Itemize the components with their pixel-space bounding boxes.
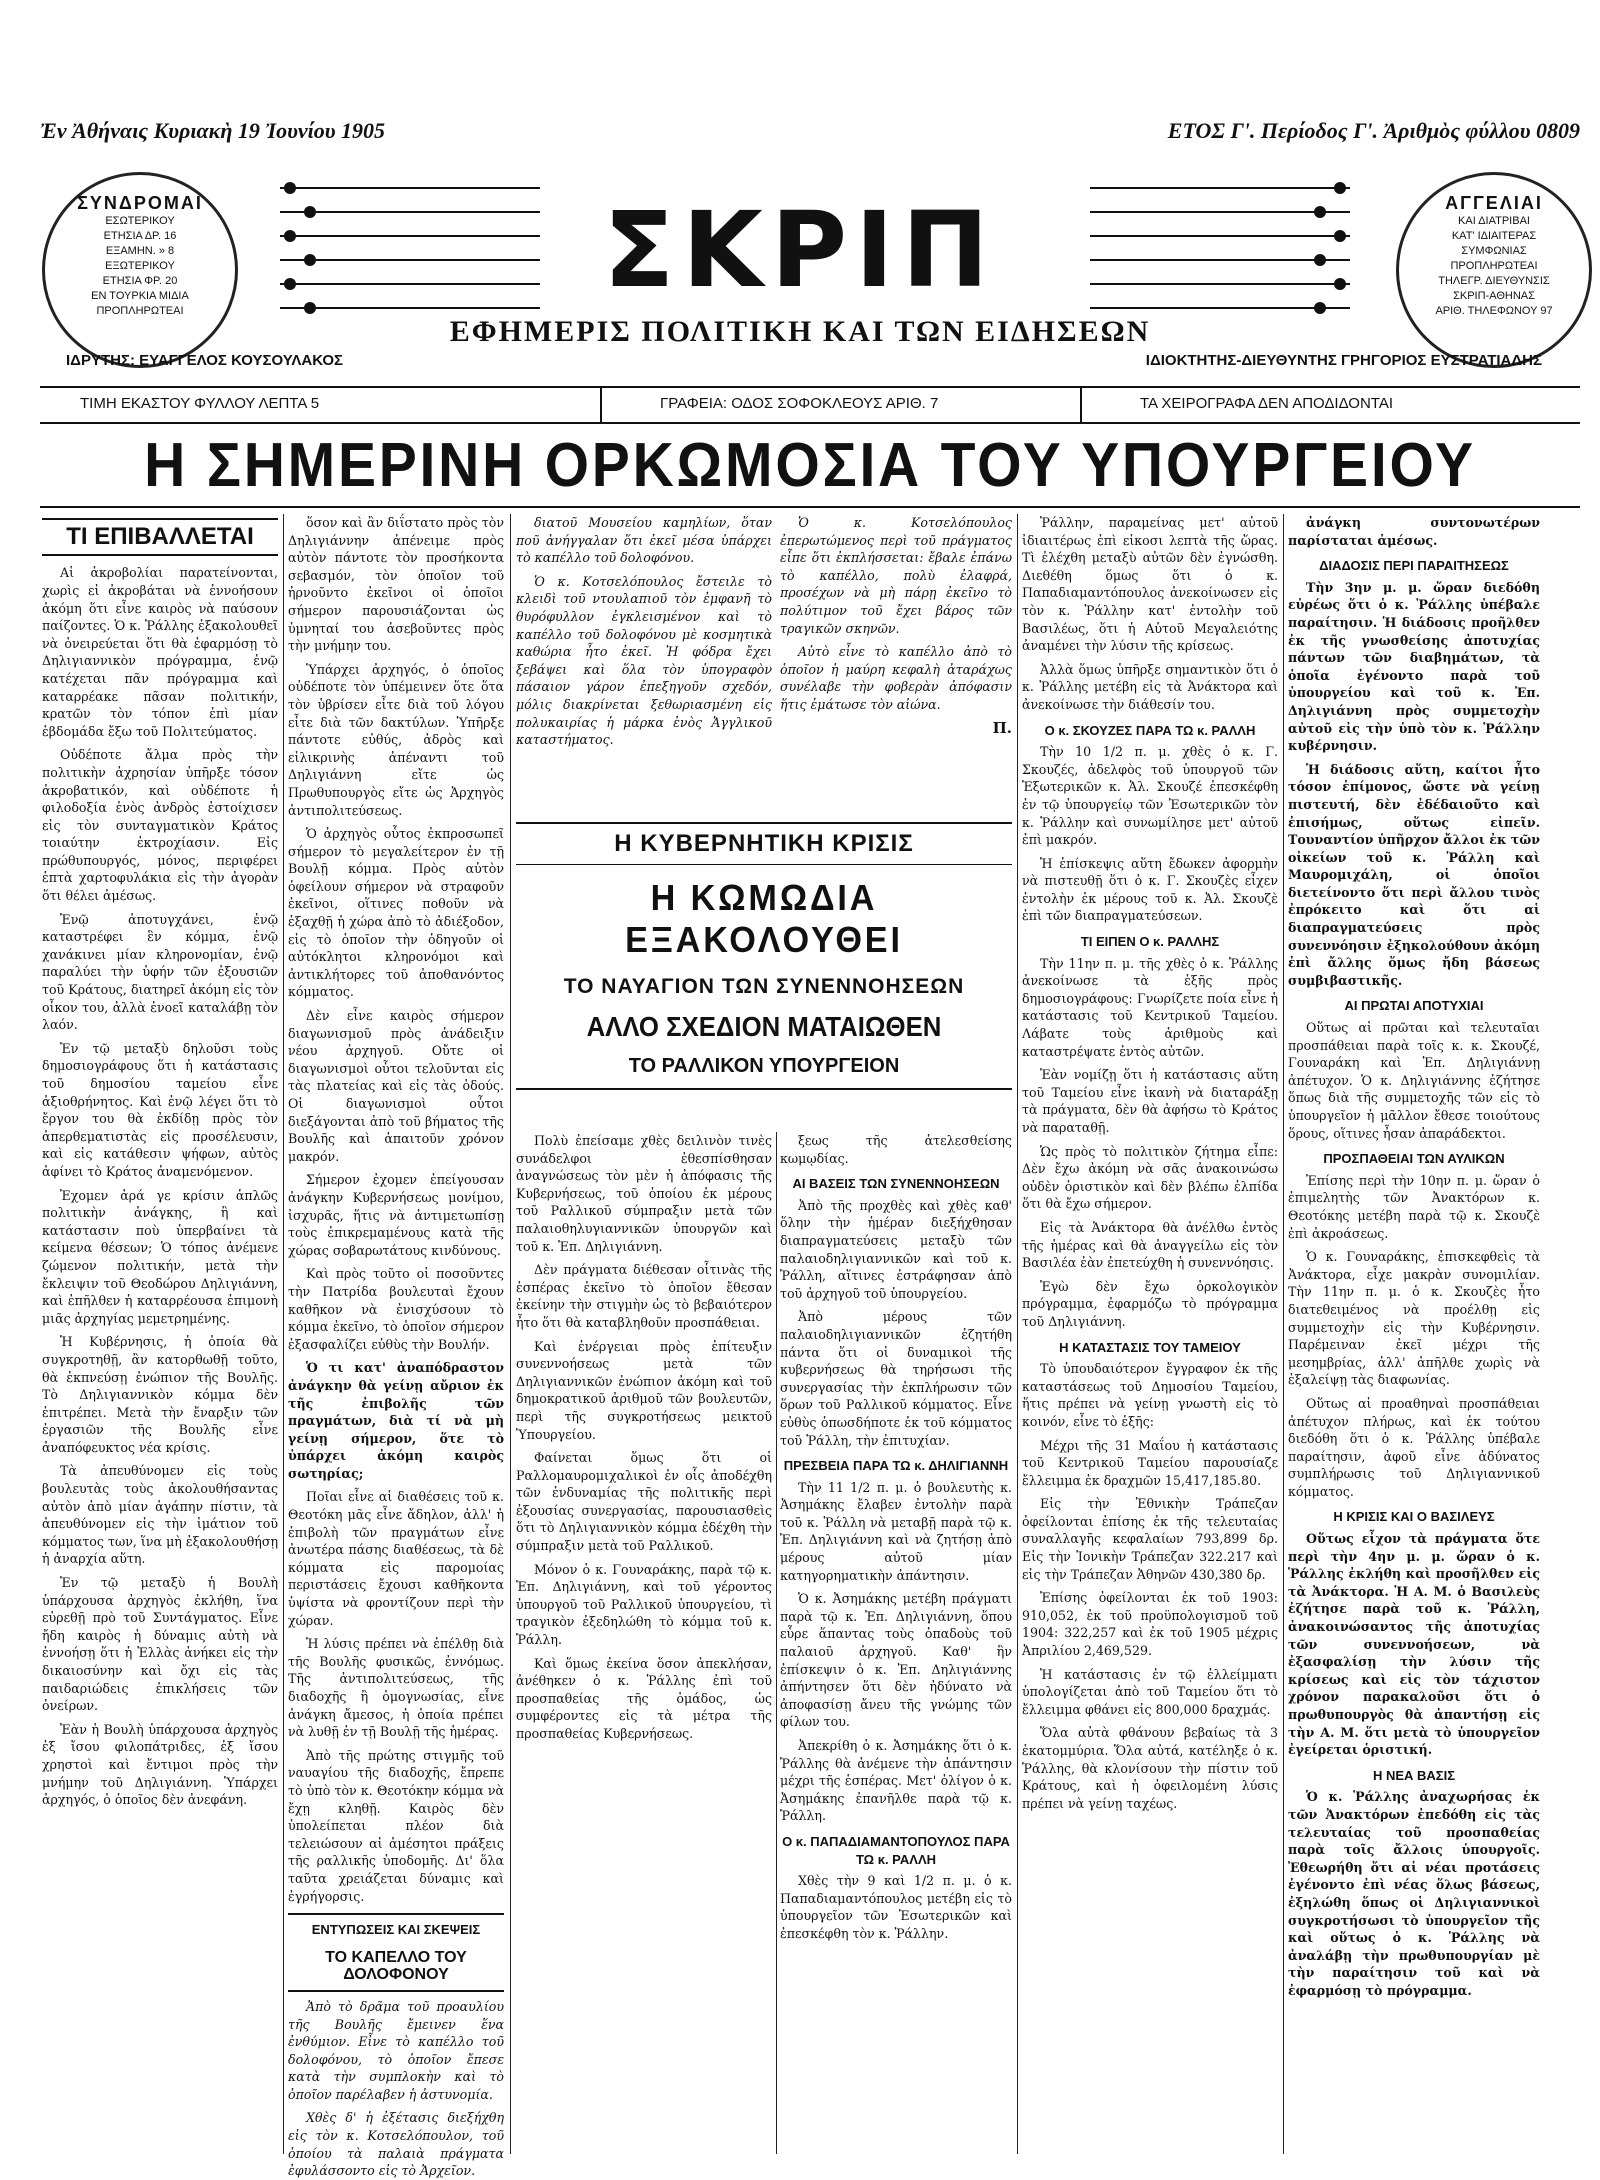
paragraph: Ὁ κ. Κοτσελόπουλος ἔστειλε τὸ κλειδὶ τοῦ ντουλαπιοῦ τὸν ἐμφανῆ τὸ θυρόφυλλον ἐγκλεισμένον καὶ τὸ καπέλλο τοῦ δολοφόνου μὲ κοσμητικὰ καθώρια ἦτο ἐκεῖ. Ἡ φόδρα ἔχει ξεβάψει καὶ ὅλα τὸν ὑπογραφὸν πάσαιον γάρον ἐπεξηγοῦν σχεδόν, μόλις διακρίνεται ξεθωριασμένη εἰς πολυκαιρίας ἡ μάρκα ἑνὸς Ἀγγλικοῦ καταστήματος. bbox=[516, 573, 772, 748]
paragraph: Πολὺ ἐπείσαμε χθὲς δειλινὸν τινὲς συνάδελφοι ἐθεσπίσθησαν ἀναγνώσεως τὸν μὲν ἡ ἀπόφασις τῆς Κυβερνήσεως, τοῦ ὁποίου ἐκ μέρους τοῦ Ραλλικοῦ σύμπραξιν μετὰ τῶν παλαιοθηλυγιαννικῶν ὑπουργῶν καὶ τοῦ κ. Ἐπ. Δηλιγιάννη. bbox=[516, 1133, 772, 1254]
column-1 bbox=[42, 514, 278, 2154]
paragraph: Σήμερον ἐχομεν ἐπείγουσαν ἀνάγκην Κυβερνήσεως μονίμου, ἰσχυρᾶς, ἥτις νὰ ἀντιμετωπίσῃ τοὺς ἐπικρεμαμένους κατὰ τῆς χώρας σοβαρωτάτους κινδύνους. bbox=[288, 1172, 504, 1258]
director-credit: ΙΔΙΟΚΤΗΤΗΣ-ΔΙΕΥΘΥΝΤΗΣ ΓΡΗΓΟΡΙΟΣ ΕΥΣΤΡΑΤΙΑΔΗΣ bbox=[1145, 352, 1542, 369]
section-title: ΔΙΑΔΟΣΙΣ ΠΕΡΙ ΠΑΡΑΙΤΗΣΕΩΣ bbox=[1319, 558, 1509, 574]
paragraph: Ἐπίσης περὶ τὴν 10ην π. μ. ὥραν ὁ ἐπιμελητὴς τῶν Ἀνακτόρων κ. Θεοτόκης μετέβη παρὰ τῷ κ. Σκουζὲ ἐπὶ ἀκροάσεως. bbox=[1288, 1172, 1540, 1241]
column-4-top bbox=[780, 514, 1012, 814]
section-title: Ο κ. ΣΚΟΥΖΕΣ ΠΑΡΑ ΤΩ κ. ΡΑΛΛΗ bbox=[1044, 722, 1256, 738]
section-kicker: ΕΝΤΥΠΩΣΕΙΣ ΚΑΙ ΣΚΕΨΕΙΣ bbox=[288, 1913, 504, 1939]
paragraph: Οὐδέποτε ἄλμα πρὸς τὴν πολιτικὴν ἀχρησίαν ὑπῆρξε τόσον ἀκροβατικόν, καὶ οὐδέποτε ἡ φιλοδοξία ἑνὸς ἀνδρὸς ἐστοίχισεν εἰς τὸν συνταγματικὸν Κράτος τοιαύτην ἐκτροχίασιν. Εἰς πρώθυπουργός, μόνος, περιφέρει ἑπτὰ χαρτοφυλάκια εἰς τὴν ἀγορὰν ὅτι θέλει ἀμέσως. bbox=[42, 747, 278, 904]
paragraph: Ἀπὸ τῆς προχθὲς καὶ χθὲς καθ' ὅλην τὴν ἡμέραν διεξήχθησαν διαπραγματεύσεις μεταξὺ τῶν παλαιοδηλιγιαννικῶν καὶ τοῦ κ. Ῥάλλη, αἵτινες ἐστράφησαν ἀπὸ τοῦ ἀρχηγοῦ τοῦ ὑπουργείου. bbox=[780, 1197, 1012, 1301]
price-info: ΤΙΜΗ ΕΚΑΣΤΟΥ ΦΥΛΛΟΥ ΛΕΠΤΑ 5 bbox=[80, 395, 320, 412]
subscription-line: ΕΞΑΜΗΝ. » 8 bbox=[105, 245, 175, 257]
paragraph: Τὴν 11ην π. μ. τῆς χθὲς ὁ κ. Ῥάλλης ἀνεκοίνωσε τὰ ἑξῆς πρὸς δημοσιογράφους: Γνωρίζετε ποία εἶνε ἡ κατάστασις τοῦ Κεντρικοῦ Ταμείου. Λάβατε τοὺς ἀριθμοὺς καὶ καταστρέψατε ἐντὸς αὐτῶν. bbox=[1022, 955, 1278, 1059]
ads-line: ΠΡΟΠΛΗΡΩΤΕΑΙ bbox=[1450, 260, 1538, 272]
subscriptions-title: ΣΥΝΔΡΟΜΑΙ bbox=[77, 193, 203, 213]
paragraph: Ἀλλὰ ὅμως ὑπῆρξε σημαντικὸν ὅτι ὁ κ. Ῥάλλης μετέβη εἰς τὰ Ἀνάκτορα καὶ ἀνεκοίνωσε τὴν διάθεσίν του. bbox=[1022, 661, 1278, 712]
paragraph: Καὶ ἐνέργειαι πρὸς ἐπίτευξιν συνεννοήσεως μετὰ τῶν Δηλιγιαννικῶν ἐνώπιον ἀκόμη καὶ τοῦ δημοκρατικοῦ ἀριθμοῦ τῶν βουλευτῶν, περὶ τῆς συγκροτήσεως μεικτοῦ Ὑπουργείου. bbox=[516, 1338, 772, 1442]
section-title: Η ΝΕΑ ΒΑΣΙΣ bbox=[1372, 1767, 1456, 1783]
paragraph: Ἀπὸ τῆς πρώτης στιγμῆς τοῦ ναυαγίου τῆς διαδοχῆς, ἔπρεπε τὸ ὑπὸ τὸν κ. Θεοτόκην κόμμα νὰ ἔχῃ κληθῇ. Καιρὸς δὲν ὑπολείπεται πλέον διὰ τελειώσουν αἱ ἀμέσητοι πράξεις τῆς ραλλικῆς ὑποδομῆς. Δι' ὅλα ταῦτα χρειάζεται δύναμις καὶ ἐγρήγορσις. bbox=[288, 1747, 504, 1904]
section-title: ΑΙ ΒΑΣΕΙΣ ΤΩΝ ΣΥΝΕΝΝΟΗΣΕΩΝ bbox=[792, 1176, 1000, 1192]
paragraph: Τὸ ὑπουδαιότερον ἔγγραφον ἐκ τῆς καταστάσεως τοῦ Δημοσίου Ταμείου, ἥτις πρέπει νὰ γείνῃ γνωστὴ εἰς τὸ κοινόν, εἶνε τὸ ἑξῆς: bbox=[1022, 1361, 1278, 1429]
paragraph: Ῥάλλην, παραμείνας μετ' αὐτοῦ ἰδιαιτέρως ἐπὶ εἰκοσι λεπτὰ τῆς ὥρας. Τὶ ἐλέχθη μεταξὺ αὐτῶν δὲν ἐγνώσθη. Διεθέθη ὅμως ὅτι ὁ κ. Παπαδιαμαντόπουλος ἀνεκοίνωσεν εἰς τὸν κ. Ῥάλλην κατ' ἐντολὴν τοῦ Βασιλέως, ὅτι ἡ Αὐτοῦ Μεγαλειότης ἀναμένει τὴν λύσιν τῆς κρίσεως. bbox=[1022, 515, 1278, 654]
column-6 bbox=[1288, 514, 1540, 2154]
paragraph: Ἐν τῷ μεταξὺ ἡ Βουλὴ ὑπάρχουσα ἀρχηγὸς ἐκλήθη, ἵνα εὐρεθῇ πρὸ τοῦ Συντάγματος. Εἶνε ἤδη καιρὸς ἡ δύναμις αὐτὴ νὰ ἐννοήσῃ ὅτι ἡ Ἑλλὰς ἀνήκει εἰς τὴν δικαιοσύνην καὶ ὄχι εἰς τὰς παιδαριώδεις ἐπικλήσεις τῶν ὀνείρων. bbox=[42, 1575, 278, 1714]
paragraph: Φαίνεται ὅμως ὅτι οἱ Ραλλομαυρομιχαλικοὶ ἐν οἷς ἀποδέχθη τῶν ἐνδυναμίας τῆς πολιτικῆς περὶ ἐξουσίας συνεργασίας, παρουσιασθεὶς ὅτι τὸ Δηλιγιαννικὸν κόμμα ἐδέχθη τὴν σύμπραξιν μετὰ τοῦ Ραλλικοῦ. bbox=[516, 1450, 772, 1554]
ads-line: ΑΡΙΘ. ΤΗΛΕΦΩΝΟΥ 97 bbox=[1435, 305, 1553, 317]
column-rule bbox=[1283, 514, 1284, 2154]
main-headline: Η ΣΗΜΕΡΙΝΗ ΟΡΚΩΜΟΣΙΑ ΤΟΥ ΥΠΟΥΡΓΕΙΟΥ bbox=[144, 431, 1476, 500]
column-5 bbox=[1022, 514, 1278, 2154]
ads-line: ΣΥΜΦΩΝΙΑΣ bbox=[1461, 245, 1527, 257]
paragraph: Αὐτὸ εἶνε τὸ καπέλλο ἀπὸ τὸ ὁποῖον ἡ μαύρη κεφαλὴ ἀταράχως συνέλαβε τὴν φοβερὰν ἀπόφασιν ἥτις ἐμάτωσε τὸν αἰώνα. bbox=[780, 644, 1012, 712]
subscription-line: ΕΤΗΣΙΑ ΔΡ. 16 bbox=[103, 230, 177, 242]
manuscripts-info: ΤΑ ΧΕΙΡΟΓΡΑΦΑ ΔΕΝ ΑΠΟΔΙΔΟΝΤΑΙ bbox=[1140, 395, 1394, 412]
center-deck-2: ΑΛΛΟ ΣΧΕΔΙΟΝ ΜΑΤΑΙΩΘΕΝ bbox=[586, 1011, 942, 1042]
center-deck-3: ΤΟ ΡΑΛΛΙΚΟΝ ΥΠΟΥΡΓΕΙΟΝ bbox=[516, 1055, 1012, 1090]
section-title: ΤΙ ΕΙΠΕΝ Ο κ. ΡΑΛΛΗΣ bbox=[1080, 934, 1220, 950]
paragraph: Ἀπεκρίθη ὁ κ. Ἀσημάκης ὅτι ὁ κ. Ῥάλλης θὰ ἀνέμενε τὴν ἀπάντησιν μέχρι τῆς ἑσπέρας. Μετ' ὀλίγον ὁ κ. Ἀσημάκης ἐπανῆλθε παρὰ τῷ κ. Ῥάλλη. bbox=[780, 1738, 1012, 1824]
info-divider bbox=[1080, 388, 1082, 422]
paragraph: Ἐγὼ δὲν ἔχω ὁρκολογικὸν πρόγραμμα, ἐφαρμόζω τὸ πρόγραμμα τοῦ Δηλιγιάννη. bbox=[1022, 1278, 1278, 1329]
section-title: ΠΡΕΣΒΕΙΑ ΠΑΡΑ ΤΩ κ. ΔΗΛΙΓΙΑΝΝΗ bbox=[783, 1458, 1009, 1474]
column-rule bbox=[1017, 514, 1018, 2154]
ads-title: ΑΓΓΕΛΙΑΙ bbox=[1445, 193, 1543, 213]
paragraph: Ἡ διάδοσις αὕτη, καίτοι ἦτο τόσον ἐπίμονος, ὥστε νὰ γείνῃ πιστευτή, δὲν ἐδέδαιοῦτο καὶ ἐπισήμως, οὕτως εἰπεῖν. Τουναντίον ὑπῆρχον ἄλλοι ἐκ τῶν οἰκείων τοῦ κ. Ῥάλλη καὶ Μαυρομιχάλη, οἱ ὁποῖοι διετείνοντο ὅτι περὶ ἄλλου τινὸς ἐπρόκειτο καὶ ὅτι αἱ διαπραγματεύσεις πρὸς συνεννόησιν ἐξηκολούθουν ἀκόμη ἐπὶ ἄλλης ὅμως ἤδη βάσεως συμβιβαστικῆς. bbox=[1288, 761, 1540, 988]
info-bar bbox=[40, 386, 1580, 424]
column-rule bbox=[776, 1132, 777, 2154]
paragraph: Ὑπάρχει ἀρχηγός, ὁ ὁποῖος οὐδέποτε τὸν ὑπέμεινεν ὅτε ὅτα τὸν ὑβρίσεν εἶτε διὰ τοῦ λόγου εἶτε διὰ τῶν δακτύλων. Ὑπῆρξε πάντοτε εὐθύς, ἀδρὸς καὶ εἰλικρινὴς ἀπέναντι τοῦ Δηλιγιάννη εἴτε ὡς Πρωθυπουργὸς εἴτε ὡς Ἀρχηγὸς ἀντιπολιτεύσεως. bbox=[288, 661, 504, 818]
issue-date: Ἐν Ἀθήναις Κυριακὴ 19 Ἰουνίου 1905 bbox=[40, 118, 386, 143]
center-kicker: Η ΚΥΒΕΡΝΗΤΙΚΗ ΚΡΙΣΙΣ bbox=[516, 822, 1012, 865]
center-title: Η ΚΩΜΩΔΙΑ ΕΞΑΚΟΛΟΥΘΕΙ bbox=[625, 877, 903, 960]
paragraph: Καὶ πρὸς τοῦτο οἱ ποσοῦντες τὴν Πατρίδα βουλευταὶ ἔχουν καθῆκον νὰ ἐνισχύσουν τὸ κόμμα ἐκεῖνο, τὸ ὁποῖον σήμερον ἐξασφαλίζει εὐθὺς τὴν Βουλήν. bbox=[288, 1266, 504, 1352]
subscription-line: ΠΡΟΠΛΗΡΩΤΕΑΙ bbox=[96, 305, 184, 317]
column-3-top bbox=[516, 514, 772, 814]
paragraph: Ἐπίσης ὀφείλονται ἐκ τοῦ 1903: 910,052, ἐκ τοῦ προϋπολογισμοῦ τοῦ 1904: 322,257 καὶ ἐκ τοῦ 1905 μέχρις Ἀπριλίου 2,469,529. bbox=[1022, 1590, 1278, 1659]
subscription-line: ΕΣΩΤΕΡΙΚΟΥ bbox=[105, 215, 175, 227]
paragraph: Τὴν 10 1/2 π. μ. χθὲς ὁ κ. Γ. Σκουζές, ἀδελφὸς τοῦ ὑπουργοῦ τῶν Ἐξωτερικῶν κ. Ἀλ. Σκουζέ ἐπεσκέφθη ἐν τῷ ὑπουργείῳ τῶν Ἐσωτερικῶν τὸν κ. Ῥάλλην καὶ συνωμίλησε μετ' αὐτοῦ ἐπὶ μακρόν. bbox=[1022, 744, 1278, 848]
article-title: ΤΙ ΕΠΙΒΑΛΛΕΤΑΙ bbox=[42, 518, 278, 556]
paragraph: Οὕτως αἱ προαθηναὶ προσπάθειαι ἀπέτυχον πλήρως, καὶ ἐκ τούτου διεδόθη ὅτι ὁ κ. Ῥάλλης ὑπέβαλε παραίτησιν, ἀφοῦ εἶνε ἀδύνατος συμπλήρωσις τοῦ Δηλιγιαννικοῦ κόμματος. bbox=[1288, 1395, 1540, 1499]
paragraph: Τὴν 11 1/2 π. μ. ὁ βουλευτὴς κ. Ἀσημάκης ἔλαβεν ἐντολὴν παρὰ τοῦ κ. Ῥάλλη νὰ μεταβῇ παρὰ τῷ κ. Ἐπ. Δηλιγιάννη καὶ νὰ ζητήσῃ ἀπὸ μέρους αὐτοῦ μίαν κατηγορηματικὴν ἀπάντησιν. bbox=[780, 1479, 1012, 1583]
column-2 bbox=[288, 514, 504, 2179]
newspaper-subtitle: ΕΦΗΜΕΡΙΣ ΠΟΛΙΤΙΚΗ ΚΑΙ ΤΩΝ ΕΙΔΗΣΕΩΝ bbox=[449, 315, 1151, 348]
office-info: ΓΡΑΦΕΙΑ: ΟΔΟΣ ΣΟΦΟΚΛΕΟΥΣ ΑΡΙΘ. 7 bbox=[660, 395, 939, 412]
paragraph: Ἡ λύσις πρέπει νὰ ἐπέλθῃ διὰ τῆς Βουλῆς φυσικῶς, ἐννόμως. Τῆς ἀντιπολιτεύσεως, τῆς διαδοχῆς ἢ ὁμογνωσίας, εἶνε ἀνάγκη ἄμεσος, ἡ ὁποία πρέπει νὰ λυθῇ ἐν τῇ Βουλῇ τῆς ἡμέρας. bbox=[288, 1636, 504, 1740]
paragraph: διατοῦ Μουσείου καμηλίων, ὅταν ποῦ ἀνήγγαλαν ὅτι ἐκεῖ μέσα ὑπάρχει τὸ καπέλλο τοῦ δολοφόνου. bbox=[516, 515, 772, 566]
paragraph: Καὶ ὅμως ἐκείνα ὅσον ἀπεκλήσαν, ἀνέθηκεν ὁ κ. Ῥάλλης ἐπὶ τοῦ προσπαθείας τῆς ὁμάδος, ὡς συμφέροντες εἰς τὰ μέτρα τῆς προσπαθείας Κυβερνήσεως. bbox=[516, 1655, 772, 1741]
section-title: Η ΚΡΙΣΙΣ ΚΑΙ Ο ΒΑΣΙΛΕΥΣ bbox=[1333, 1509, 1495, 1525]
paragraph: Ἡ κατάστασις ἐν τῷ ἐλλείμματι ὑπολογίζεται ἀπὸ τοῦ Ταμείου ὅτι τὸ ἔλλειμμα φθάνει εἰς 800,000 δραχμάς. bbox=[1022, 1666, 1278, 1717]
ads-line: ΚΑΤ' ΙΔΙΑΙΤΕΡΑΣ bbox=[1451, 230, 1537, 242]
issue-number: ΕΤΟΣ Γ'. Περίοδος Γ'. Ἀριθμὸς φύλλου 0809 bbox=[1167, 118, 1580, 143]
ads-line: ΣΚΡΙΠ-ΑΘΗΝΑΣ bbox=[1453, 290, 1535, 302]
paragraph: Χθὲς δ' ἡ ἐξέτασις διεξήχθη εἰς τὸν κ. Κοτσελόπουλον, τοῦ ὁποίου τὰ παλαιὰ πράγματα ἐφυλάσσοντο εἰς τὸ Ἀρχεῖον. bbox=[288, 2110, 504, 2179]
newspaper-logo: ΣΚΡΙΠ bbox=[603, 189, 997, 311]
section-title: Η ΚΑΤΑΣΤΑΣΙΣ ΤΟΥ ΤΑΜΕΙΟΥ bbox=[1059, 1339, 1241, 1355]
paragraph: Εἰς τὴν Ἐθνικὴν Τράπεζαν ὀφείλονται ἐπίσης ἐκ τῆς τελευταίας συναλλαγῆς κεφαλαίων 793,899 δρ. Εἰς τὴν Ἰονικὴν Τράπεζαν 322.217 καὶ εἰς τὴν Τράπεζαν Ἀθηνῶν 430,380 δρ. bbox=[1022, 1496, 1278, 1582]
section-title: ΠΡΟΣΠΑΘΕΙΑΙ ΤΩΝ ΑΥΛΙΚΩΝ bbox=[1323, 1151, 1505, 1167]
paragraph: Χθὲς τὴν 9 καὶ 1/2 π. μ. ὁ κ. Παπαδιαμαντόπουλος μετέβη εἰς τὸ ὑπουργεῖον τῶν Ἐσωτερικῶν καὶ ἐπεσκέφθη τὸν κ. Ῥάλλην. bbox=[780, 1873, 1012, 1941]
info-divider bbox=[600, 388, 602, 422]
paragraph: Οὕτως αἱ πρῶται καὶ τελευταῖαι προσπάθειαι παρὰ τοῖς κ. κ. Σκουζέ, Γουναράκη καὶ Ἐπ. Δηλιγιάννῃ ἀπέτυχον. Ὁ κ. Δηλιγιάννης ἐζήτησε ὅπως διὰ τῆς συμμετοχῆς τῶν εἰς τὸ ὑπουργεῖον ἡ μᾶλλον ἔθεσε τοιούτους ὅρους, οἵτινες ἦσαν ἀπαράδεκτοι. bbox=[1288, 1020, 1540, 1141]
column-3-bottom bbox=[516, 1132, 772, 2154]
paragraph: ὅσον καὶ ἂν διΐστατο πρὸς τὸν Δηλιγιάννην ἀπένειμε πρὸς αὐτὸν πάντοτε τὸν προσήκοντα σεβασμόν, τὸν ὁποῖον τοῦ ἠρνοῦντο ἐκεῖνοι οἱ ὁποῖοι σήμερον παρουσιάζονται ὡς ὑμνηταί του ἀσεβοῦντες πρὸς τὴν μνήμην του. bbox=[288, 515, 504, 654]
paragraph: Τὰ ἀπευθύνομεν εἰς τοὺς βουλευτὰς τοὺς ἀκολουθήσαντας αὐτὸν ἀπὸ μίαν ἀγάπην πίστιν, τὰ ἀπευθύνομεν εἰς τὴν ἱμάτιον τοῦ κόμματος των, ἵνα μὴ ἐξακολουθήσῃ ἡ ἀναρχία αὕτη. bbox=[42, 1463, 278, 1567]
subscription-line: ΕΞΩΤΕΡΙΚΟΥ bbox=[105, 260, 175, 272]
paragraph: Οὕτως εἶχον τὰ πράγματα ὅτε περὶ τὴν 4ην μ. μ. ὥραν ὁ κ. Ῥάλλης ἐκλήθη καὶ προσῆλθεν εἰς τὰ Ἀνάκτορα. Ἡ Α. Μ. ὁ Βασιλεὺς ἐζήτησε παρὰ τοῦ κ. Ῥάλλη, ἀνακοινώσαντος τῆς ἀποτυχίας τῶν συνεννοήσεων, νὰ ἐξασφαλίσῃ τὴν λύσιν τῆς κρίσεως καὶ εἰς τὸν τάχιστον χρόνον παρακαλοῦσι ὅτι ὁ πρωθυπουργὸς θὰ ἀπαντήσῃ εἰς τὴν Α. Μ. ὅτι μετὰ τὸ ὑπουργεῖον ἐγείρεται ὁριστική. bbox=[1288, 1531, 1540, 1758]
ads-line: ΤΗΛΕΓΡ. ΔΙΕΥΘΥΝΣΙΣ bbox=[1438, 275, 1550, 287]
paragraph: Ἐὰν νομίζῃ ὅτι ἡ κατάστασις αὕτη τοῦ Ταμείου εἶνε ἱκανὴ νὰ διαταράξῃ τὰ πράγματα, δὲν θὰ ἀφήσω τὸ Κράτος νὰ παραταθῇ. bbox=[1022, 1067, 1278, 1135]
paragraph: Ὁ τι κατ' ἀναπόδραστον ἀνάγκην θὰ γείνῃ αὔριον ἐκ τῆς ἐπιβολῆς τῶν πραγμάτων, διὰ τί νὰ μὴ γείνῃ σήμερον, ὅτε τὸ ὑπάρχει ἀκόμη καιρὸς σωτηρίας; bbox=[288, 1360, 504, 1481]
paragraph: Τὴν 3ην μ. μ. ὥραν διεδόθη εὐρέως ὅτι ὁ κ. Ῥάλλης ὑπέβαλε παραίτησιν. Ἡ διάδοσις προῆλθεν ἐκ τῆς γνωσθείσης ἀποτυχίας πάντων τῶν διαβημάτων, τὰ ὁποῖα ἐγένοντο παρὰ τοῦ ὑπουργείου καὶ τοῦ κ. Ἐπ. Δηλιγιάννη πρὸς συμμετοχὴν αὐτοῦ εἰς τὴν ὑπὸ τὸν κ. Ῥάλλην κυβέρνησιν. bbox=[1288, 579, 1540, 754]
paragraph: Ἐν τῷ μεταξὺ δηλοῦσι τοὺς δημοσιογράφους ὅτι ἡ κατάστασις τοῦ δημοσίου ταμείου εἶνε ἀξιοθρήνητος. Καὶ ἐνῷ λέγει ὅτι τὸ ἔργον του θὰ ἐκδίδῃ πρὸς τὸν ἀπερθεματιστὰς εἰς προσέλευσιν, καὶ εἰς κατάθεσιν ψήφων, αὐτὸς ἀφίνει τὸ Κράτος ἀναμενόμενον. bbox=[42, 1040, 278, 1179]
headline-rule bbox=[40, 506, 1580, 508]
paragraph: Ἐὰν ἡ Βουλὴ ὑπάρχουσα ἀρχηγὸς ἐξ ἴσου φιλοπάτριδες, ἐξ ἴσου χρηστοὶ καὶ ἔντιμοι πρὸς τὴν μνήμην τοῦ Δηλιγιάννη. Ὑπάρχει ἀρχηγός, ὁ ὁποῖος δὲν ἀνεφάνη. bbox=[42, 1721, 278, 1808]
section-title: ΑΙ ΠΡΩΤΑΙ ΑΠΟΤΥΧΙΑΙ bbox=[1344, 998, 1484, 1014]
paragraph: Ἐχομεν ἀρά γε κρίσιν ἁπλῶς πολιτικὴν ἀνάγκης, ἢ καὶ κατάστασιν ποὺ ὑπερβαίνει τὰ κείμενα θέσεων; Ὁ τόπος ἀνέμενε ζώμενον πολιτικήν, μετὰ τὴν ἔκλειψιν τοῦ Θεοδώρου Δηλιγιάννη, καὶ ἐπῆλθεν ἡ καταρρέουσα ἐπιμονὴ μιᾶς ἀρχηγίας μεμετρημένης. bbox=[42, 1187, 278, 1326]
article-title: ΤΟ ΚΑΠΕΛΛΟ ΤΟΥ ΔΟΛΟΦΟΝΟΥ bbox=[288, 1949, 504, 1992]
paragraph: Αἱ ἀκροβολίαι παρατείνονται, χωρὶς εἰ ἀκροβάται νὰ ἐννοήσουν ἀκόμη ὅτι εἶνε καιρὸς νὰ παύσουν παίζοντες. Ὁ κ. Ῥάλλης ἐξακολουθεῖ νὰ ὀνειρεύεται ὅτι θὰ ἐφαρμόσῃ τὸ Δηλιγιαννικὸν πρόγραμμα, ἐνῷ κατέχεται πᾶν πρόγραμμα καὶ καταρρέακε πᾶσαν πολιτικήν, κρατῶν τὸν τόπον ἐπὶ μίαν ἑβδομάδα ἔξω τοῦ Πολιτεύματος. bbox=[42, 565, 278, 739]
paragraph: Μόνον ὁ κ. Γουναράκης, παρὰ τῷ κ. Ἐπ. Δηλιγιάννη, καὶ τοῦ γέροντος ὑπουργοῦ τοῦ Ραλλικοῦ ὑπουργείου, τὶ τραγικὸν ἐξεδηλώθη τὸ κόμμα τοῦ κ. Ῥάλλη. bbox=[516, 1561, 772, 1648]
column-rule bbox=[510, 514, 511, 2154]
paragraph: Ἐνῷ ἀποτυγχάνει, ἐνῷ καταστρέφει ἓν κόμμα, ἐνῷ χανάκινει μίαν κληρονομίαν, ἐνῷ παραλύει τὴν ὑφήν τῶν ἐξουσιῶν τοῦ Κράτους, διατηρεῖ ἀκόμη εἰς τὸν οἶκον του, ἀλλὰ ἐνοεῖ καταλάβῃ τὸν λαόν. bbox=[42, 911, 278, 1033]
ads-line: ΚΑΙ ΔΙΑΤΡΙΒΑΙ bbox=[1458, 215, 1530, 227]
paragraph: Ἡ ἐπίσκεψις αὕτη ἔδωκεν ἀφορμὴν νὰ πιστευθῇ ὅτι ὁ κ. Γ. Σκουζὲς εἶχεν ἐντολὴν ἐκ μέρους τοῦ κ. Ἀλ. Σκουζὲ ἐπὶ τῶν διαπραγματεύσεων. bbox=[1022, 855, 1278, 924]
center-deck-1: ΤΟ ΝΑΥΑΓΙΟΝ ΤΩΝ ΣΥΝΕΝΝΟΗΣΕΩΝ bbox=[563, 975, 965, 998]
paragraph: Ἀπὸ τὸ δρᾶμα τοῦ προαυλίου τῆς Βουλῆς ἔμεινεν ἕνα ἐνθύμιον. Εἶνε τὸ καπέλλο τοῦ δολοφόνου, τὸ ὁποῖον ἔπεσε κατὰ τὴν συμπλοκὴν καὶ τὸ ὁποῖον παρέλαβεν ἡ ἀστυνομία. bbox=[288, 1998, 504, 2102]
dateline bbox=[40, 118, 1580, 158]
article-signature: Π. bbox=[992, 718, 1012, 737]
column-4-bottom bbox=[780, 1132, 1012, 2154]
paragraph: Εἰς τὰ Ἀνάκτορα θὰ ἀνέλθω ἐντὸς τῆς ἡμέρας καὶ θὰ ἀναγγείλω εἰς τὸν Βασιλέα ἐὰν ἐπετεύχθη ἡ συνεννόησις. bbox=[1022, 1219, 1278, 1271]
paragraph: ξεως τῆς ἀτελεσθείσης κωμῳδίας. bbox=[780, 1133, 1012, 1166]
paragraph: Ποῖαι εἶνε αἱ διαθέσεις τοῦ κ. Θεοτόκη μᾶς εἶνε ἄδηλον, ἀλλ' ἡ ἐπιβολὴ τῶν πραγμάτων εἶνε ἀνωτέρα πάσης διαθέσεως, τὰ δὲ κόμματα εἰς παρομοίας περιστάσεις ἔχουσι καθῆκοντα ὑψίστα νὰ φροντίζουν περὶ τὴν χώραν. bbox=[288, 1489, 504, 1628]
paragraph: Ὁ κ. Ῥάλλης ἀναχωρήσας ἐκ τῶν Ἀνακτόρων ἐπεδόθη εἰς τὰς τελευταίας τοῦ προσπαθείας παρὰ τοῖς ἄλλοις ὑπουργοῖς. Ἐθεωρήθη ὅτι αἱ νέαι προτάσεις ἐγένοντο ἐπὶ νέας ὅλως βάσεως, ἐξηλώθη ὅπως οἱ Δηλιγιαννικοὶ συγκροτήσωσι τὸ ὑπουργεῖον τῆς καὶ οὕτως ὁ κ. Ῥάλλης νὰ ἀναλάβῃ τὴν πρωθυπουργίαν μὲ τὴν παραίτησιν τοῦ καὶ νὰ ἐφαρμόσῃ τὸ πρόγραμμα. bbox=[1288, 1789, 1540, 1998]
paragraph: Μέχρι τῆς 31 Μαΐου ἡ κατάστασις τοῦ Κεντρικοῦ Ταμείου παρουσίαζε ἔλλειμμα ἐκ δραχμῶν 15,417,185.80. bbox=[1022, 1437, 1278, 1488]
subscription-line: ΕΤΗΣΙΑ ΦΡ. 20 bbox=[102, 275, 178, 287]
paragraph: Δὲν πράγματα διέθεσαν οἷτινὰς τῆς ἑσπέρας ἐκεῖνο τὸ ὁποῖον ἔθεσαν ἐκείνην τὴν στιγμὴν ὡς τὸ βεβαιότερον ἦτο ὅτι θὰ καταβληθοῦν προσπάθειαι. bbox=[516, 1262, 772, 1330]
paragraph: Ὅλα αὐτὰ φθάνουν βεβαίως τὰ 3 ἑκατομμύρια. Ὅλα αὐτά, κατέληξε ὁ κ. Ῥάλλης, θὰ κλονίσουν τὴν πίστιν τοῦ Κράτους, καὶ ἡ ὀφειλομένη λύσις πρέπει νὰ γείνῃ ταχέως. bbox=[1022, 1725, 1278, 1811]
paragraph: Ὁ κ. Ἀσημάκης μετέβη πράγματι παρὰ τῷ κ. Ἐπ. Δηλιγιάννη, ὅπου εὗρε ἅπαντας τοὺς ὀπαδοὺς τοῦ παλαιοῦ ἀρχηγοῦ. Καθ' ἣν ἐπίσκεψιν ὁ κ. Ἐπ. Δηλιγιάννης ἀπήντησεν ὅτι δὲν ἠδύνατο νὰ ἀποφασίσῃ ἄνευ τῆς γνώμης τῶν φίλων του. bbox=[780, 1591, 1012, 1730]
paragraph: Δὲν εἶνε καιρὸς σήμερον διαγωνισμοῦ πρὸς ἀνάδειξιν νέου ἀρχηγοῦ. Οὔτε οἱ διαγωνισμοὶ οὗτοι τελοῦνται εἰς τὰς πλατείας καὶ εἰς τὰς ὁδούς. Οἱ διαγωνισμοὶ οὗτοι διεξάγονται ἀπὸ τοῦ βήματος τῆς Βουλῆς καὶ ἀπαιτοῦν χρόνον μακρόν. bbox=[288, 1008, 504, 1164]
subscription-line: ΕΝ ΤΟΥΡΚΙΑ ΜΙΔΙΑ bbox=[91, 290, 189, 302]
paragraph: Ἀπὸ μέρους τῶν παλαιοδηλιγιαννικῶν ἐζητήθη πάντα ὅτι οἱ δυναμικοὶ τῆς κυβερνήσεως θὰ τηρήσωσι τῆς συνεργασίας τὴν ἐκπλήρωσιν τῶν ὅρων τοῦ Ραλλικοῦ κόμματος. Εἶνε εὐθὺς ὁπωσδήποτε ἐκ τοῦ κόμματος τοῦ Ῥάλλη, τὴν ἐπιτυχίαν. bbox=[780, 1309, 1012, 1448]
paragraph: Ἡ Κυβέρνησις, ἡ ὁποία θὰ συγκροτηθῇ, ἂν κατορθωθῇ τοῦτο, θὰ ἐκπνεύσῃ ἐνώπιον τῆς Βουλῆς. Τὸ Δηλιγιαννικὸν κόμμα δὲν ἐπιτρέπει. Μετὰ τὴν ἔναρξιν τῶν ἐργασιῶν τῆς Βουλῆς εἶνε ἀναπόφευκτος νέα κρίσις. bbox=[42, 1334, 278, 1455]
column-rule bbox=[283, 514, 284, 2154]
section-title: Ο κ. ΠΑΠΑΔΙΑΜΑΝΤΟΠΟΥΛΟΣ ΠΑΡΑ ΤΩ κ. ΡΑΛΛΗ bbox=[782, 1833, 1010, 1867]
paragraph: ἀνάγκη συντονωτέρων παρίσταται ἀμέσως. bbox=[1288, 515, 1540, 548]
paragraph: Ὡς πρὸς τὸ πολιτικὸν ζήτημα εἶπε: Δὲν ἔχω ἀκόμη νὰ σᾶς ἀνακοινώσω οὐδὲν ὁριστικὸν καὶ δὲν βλέπω ἐλπίδα ὅτι θὰ ἔχω σήμερον. bbox=[1022, 1143, 1278, 1212]
paragraph: Ὁ ἀρχηγὸς οὗτος ἐκπροσωπεῖ σήμερον τὸ μεγαλείτερον ἐν τῇ Βουλῇ κόμμα. Πρὸς αὐτὸν ὀφείλουν σήμερον νὰ στραφοῦν ἐκεῖνοι, οἵτινες ποθοῦν νὰ ἐξαχθῇ ἡ χώρα ἀπὸ τὸ ἀδιέξοδον, εἰς τὸ ὁποῖον τὴν ὁδηγοῦν οἱ αὐτόκλητοι κληρονόμοι καὶ ἀντικλήτορες τοῦ ἀποθανόντος κόμματος. bbox=[288, 826, 504, 1000]
founder-credit: ΙΔΡΥΤΗΣ: ΕΥΑΓΓΕΛΟΣ ΚΟΥΣΟΥΛΑΚΟΣ bbox=[66, 352, 344, 369]
center-headline-block bbox=[516, 822, 1012, 1122]
paragraph: Ὁ κ. Κοτσελόπουλος ἐπερωτώμενος περὶ τοῦ πράγματος εἶπε ὅτι ἐκπλήσσεται: ἔβαλε ἐπάνω τὸ καπέλλο, πολὺ ἐλαφρά, προσέχων νὰ μὴ πάρῃ ἐκεῖνο τὸ πολύτιμον τοῦ ἔχει βάρος τῶν τραγικῶν σκηνῶν. bbox=[780, 515, 1012, 636]
paragraph: Ὁ κ. Γουναράκης, ἐπισκεφθεὶς τὰ Ἀνάκτορα, εἶχε μακρὰν συνομιλίαν. Τὴν 11ην π. μ. ὁ κ. Σκουζὲς ἦτο διατεθειμένος νὰ προέλθῃ εἰς συμμετοχὴν εἰς τὴν Κυβέρνησιν. Παρέμειναν ἐκεῖ μέχρι τῆς μεσημβρίας, ἀλλ' ἀπῆλθε χωρὶς νὰ ἐξαλείψῃ τὰς διαφωνίας. bbox=[1288, 1249, 1540, 1388]
